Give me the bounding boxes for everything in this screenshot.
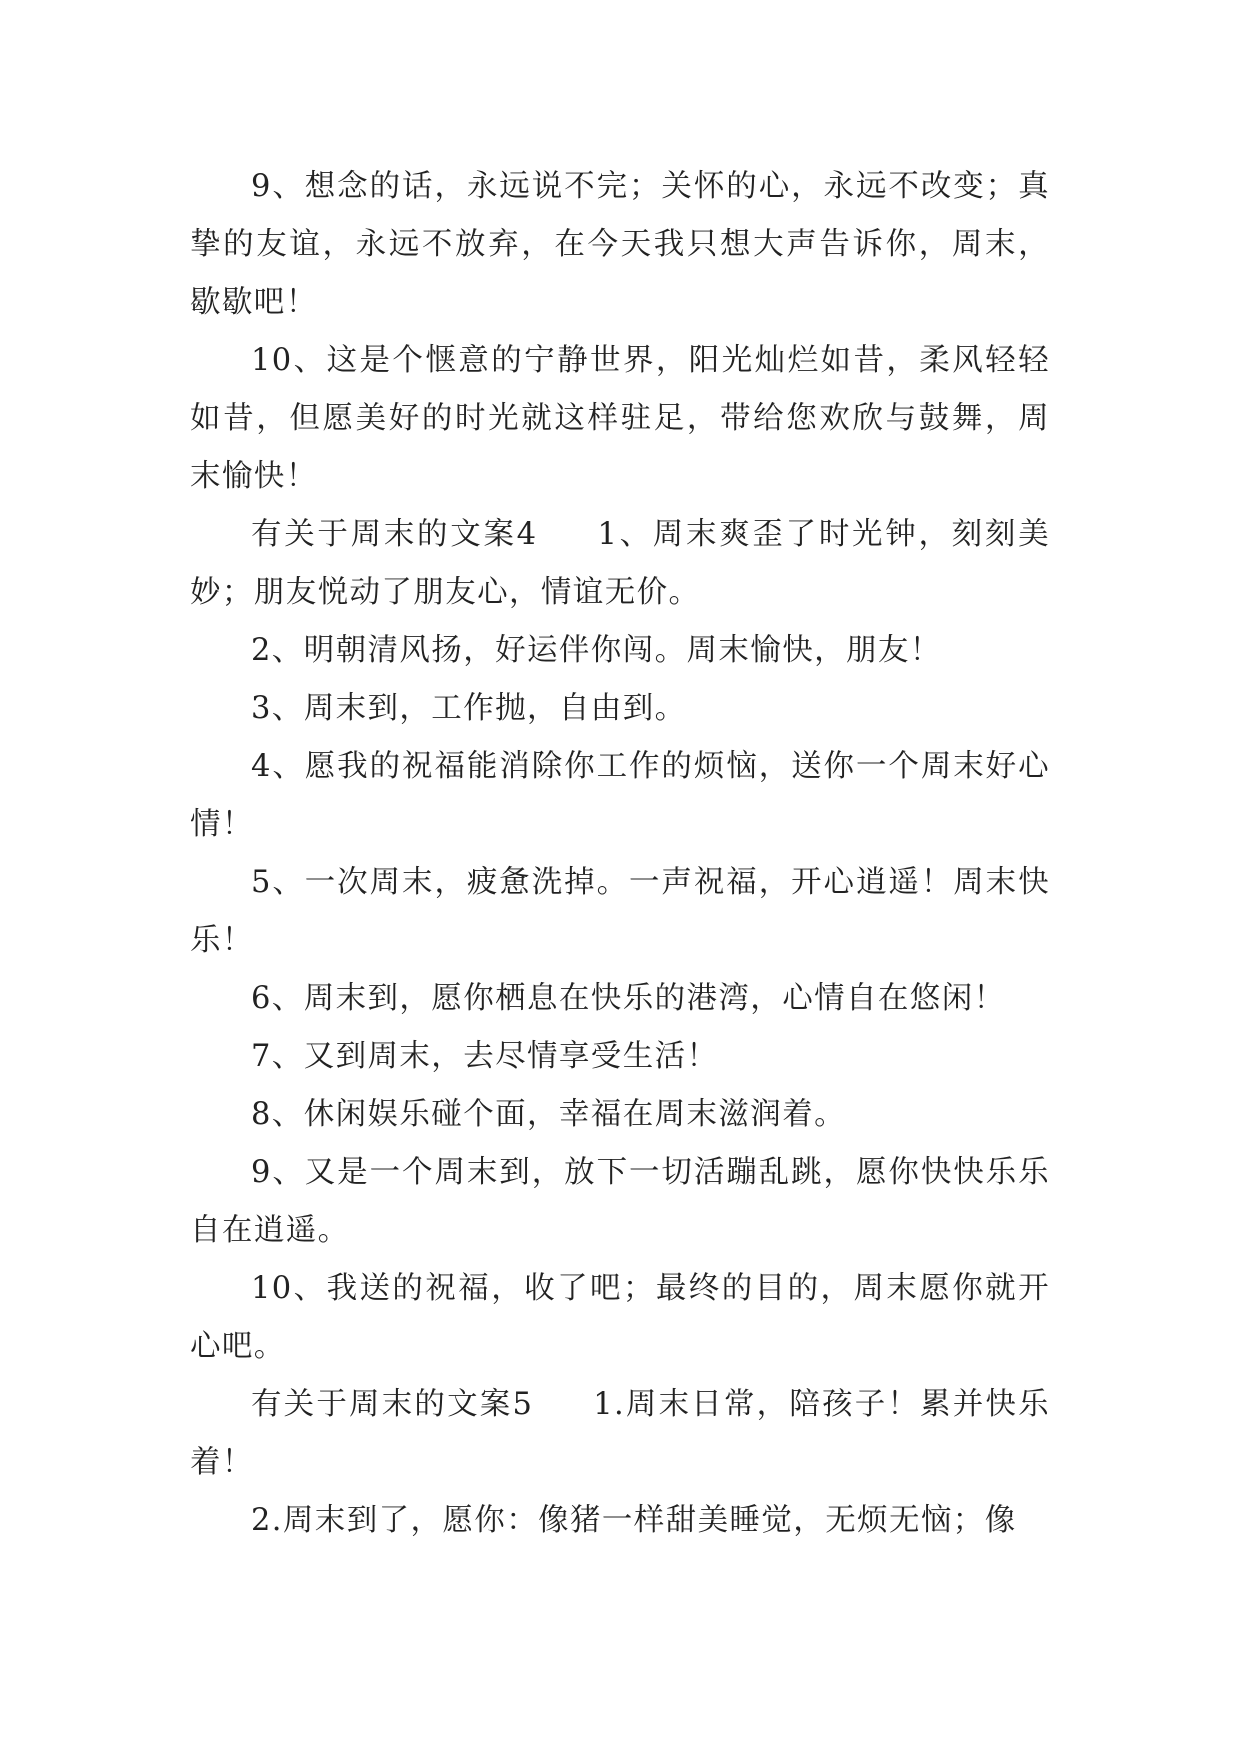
paragraph-12: 10、我送的祝福，收了吧；最终的目的，周末愿你就开心吧。	[190, 1271, 1050, 1364]
paragraph-5: 3、周末到，工作抛，自由到。	[251, 691, 687, 726]
paragraph-2: 10、这是个惬意的宁静世界，阳光灿烂如昔，柔风轻轻如昔，但愿美好的时光就这样驻足，带给您欢欣与鼓舞，周末愉快！	[190, 343, 1050, 494]
paragraph-3: 有关于周末的文案4 1、周末爽歪了时光钟，刻刻美妙；朋友悦动了朋友心，情谊无价。	[190, 517, 1050, 610]
paragraph-8: 6、周末到，愿你栖息在快乐的港湾，心情自在悠闲！	[251, 981, 1006, 1016]
section-heading-4: 有关于周末的文案4	[251, 517, 538, 552]
paragraph-6: 4、愿我的祝福能消除你工作的烦恼，送你一个周末好心情！	[190, 749, 1050, 842]
paragraph-10: 8、休闲娱乐碰个面，幸福在周末滋润着。	[251, 1097, 847, 1132]
paragraph-14: 2.周末到了，愿你：像猪一样甜美睡觉，无烦无恼；像	[251, 1503, 1017, 1538]
document-page	[190, 158, 1050, 1550]
paragraph-4: 2、明朝清风扬，好运伴你闯。周末愉快，朋友！	[251, 633, 942, 668]
section-heading-5: 有关于周末的文案5	[251, 1387, 534, 1422]
paragraph-9: 7、又到周末，去尽情享受生活！	[251, 1039, 719, 1074]
paragraph-13: 有关于周末的文案5 1.周末日常，陪孩子！累并快乐着！	[190, 1387, 1050, 1480]
paragraph-1: 9、想念的话，永远说不完；关怀的心，永远不改变；真挚的友谊，永远不放弃，在今天我只想大声告诉你，周末，歇歇吧！	[190, 169, 1050, 320]
paragraph-7: 5、一次周末，疲惫洗掉。一声祝福，开心逍遥！周末快乐！	[190, 865, 1050, 958]
paragraph-11: 9、又是一个周末到，放下一切活蹦乱跳，愿你快快乐乐自在逍遥。	[190, 1155, 1050, 1248]
